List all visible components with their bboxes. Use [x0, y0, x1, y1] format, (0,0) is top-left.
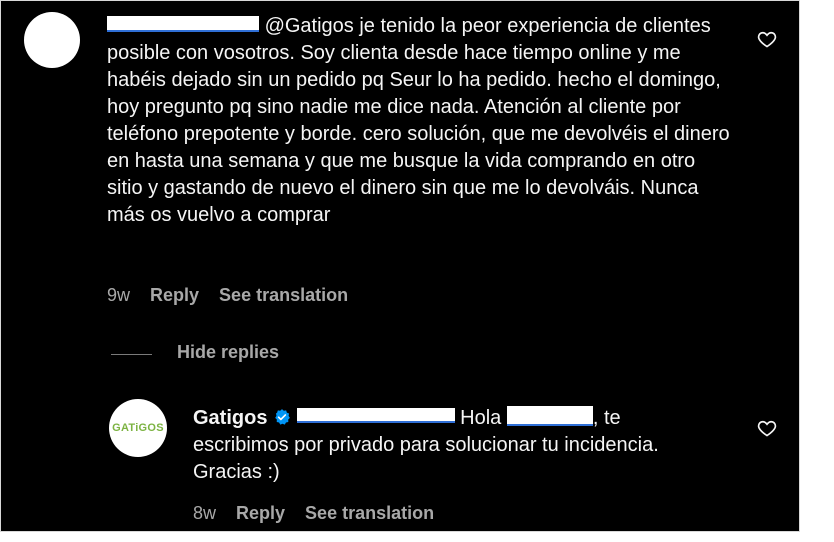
see-translation-button[interactable]: See translation	[305, 503, 435, 523]
commenter-avatar[interactable]	[24, 12, 80, 68]
verified-badge-icon	[273, 408, 291, 426]
main-comment	[107, 13, 732, 229]
heart-outline-icon[interactable]	[757, 418, 777, 438]
main-comment-meta	[107, 285, 348, 306]
main-comment-body: je tenido la peor experiencia de clientes posible con vosotros. Soy clienta desde hace tiempo online y me habéis dejado sin un pedido pq Seur lo ha pedido. hecho el domingo, hoy pregunto pq sino nadie me dice nada. Atención al cliente por teléfono prepotente y borde. cero solución, que me devolvéis el dinero en hasta una semana y que me busque la vida comprando en otro sitio y gastando de nuevo el dinero sin que me lo devolváis. Nunca más os vuelvo a comprar	[107, 15, 730, 226]
reply-button[interactable]: Reply	[236, 503, 286, 523]
brand-logo: GATiGOS	[112, 422, 164, 434]
heart-outline-icon[interactable]	[757, 29, 777, 49]
mention-link[interactable]: @Gatigos	[264, 15, 354, 37]
replies-divider	[111, 354, 152, 355]
reply-greeting: Hola	[454, 407, 507, 429]
reply-comment	[193, 405, 713, 486]
reply-username[interactable]: Gatigos	[193, 407, 268, 429]
redacted-mention	[297, 408, 455, 423]
see-translation-button[interactable]: See translation	[219, 285, 349, 305]
reply-body: , te escribimos por privado para solucionar tu incidencia. Gracias :)	[193, 407, 659, 483]
comment-time: 9w	[107, 285, 131, 305]
reply-button[interactable]: Reply	[150, 285, 200, 305]
reply-time: 8w	[193, 503, 217, 523]
reply-comment-meta	[193, 503, 434, 524]
hide-replies-button[interactable]: Hide replies	[177, 342, 280, 362]
redacted-username	[107, 16, 259, 32]
redacted-name	[507, 406, 593, 426]
brand-avatar[interactable]	[109, 399, 167, 457]
